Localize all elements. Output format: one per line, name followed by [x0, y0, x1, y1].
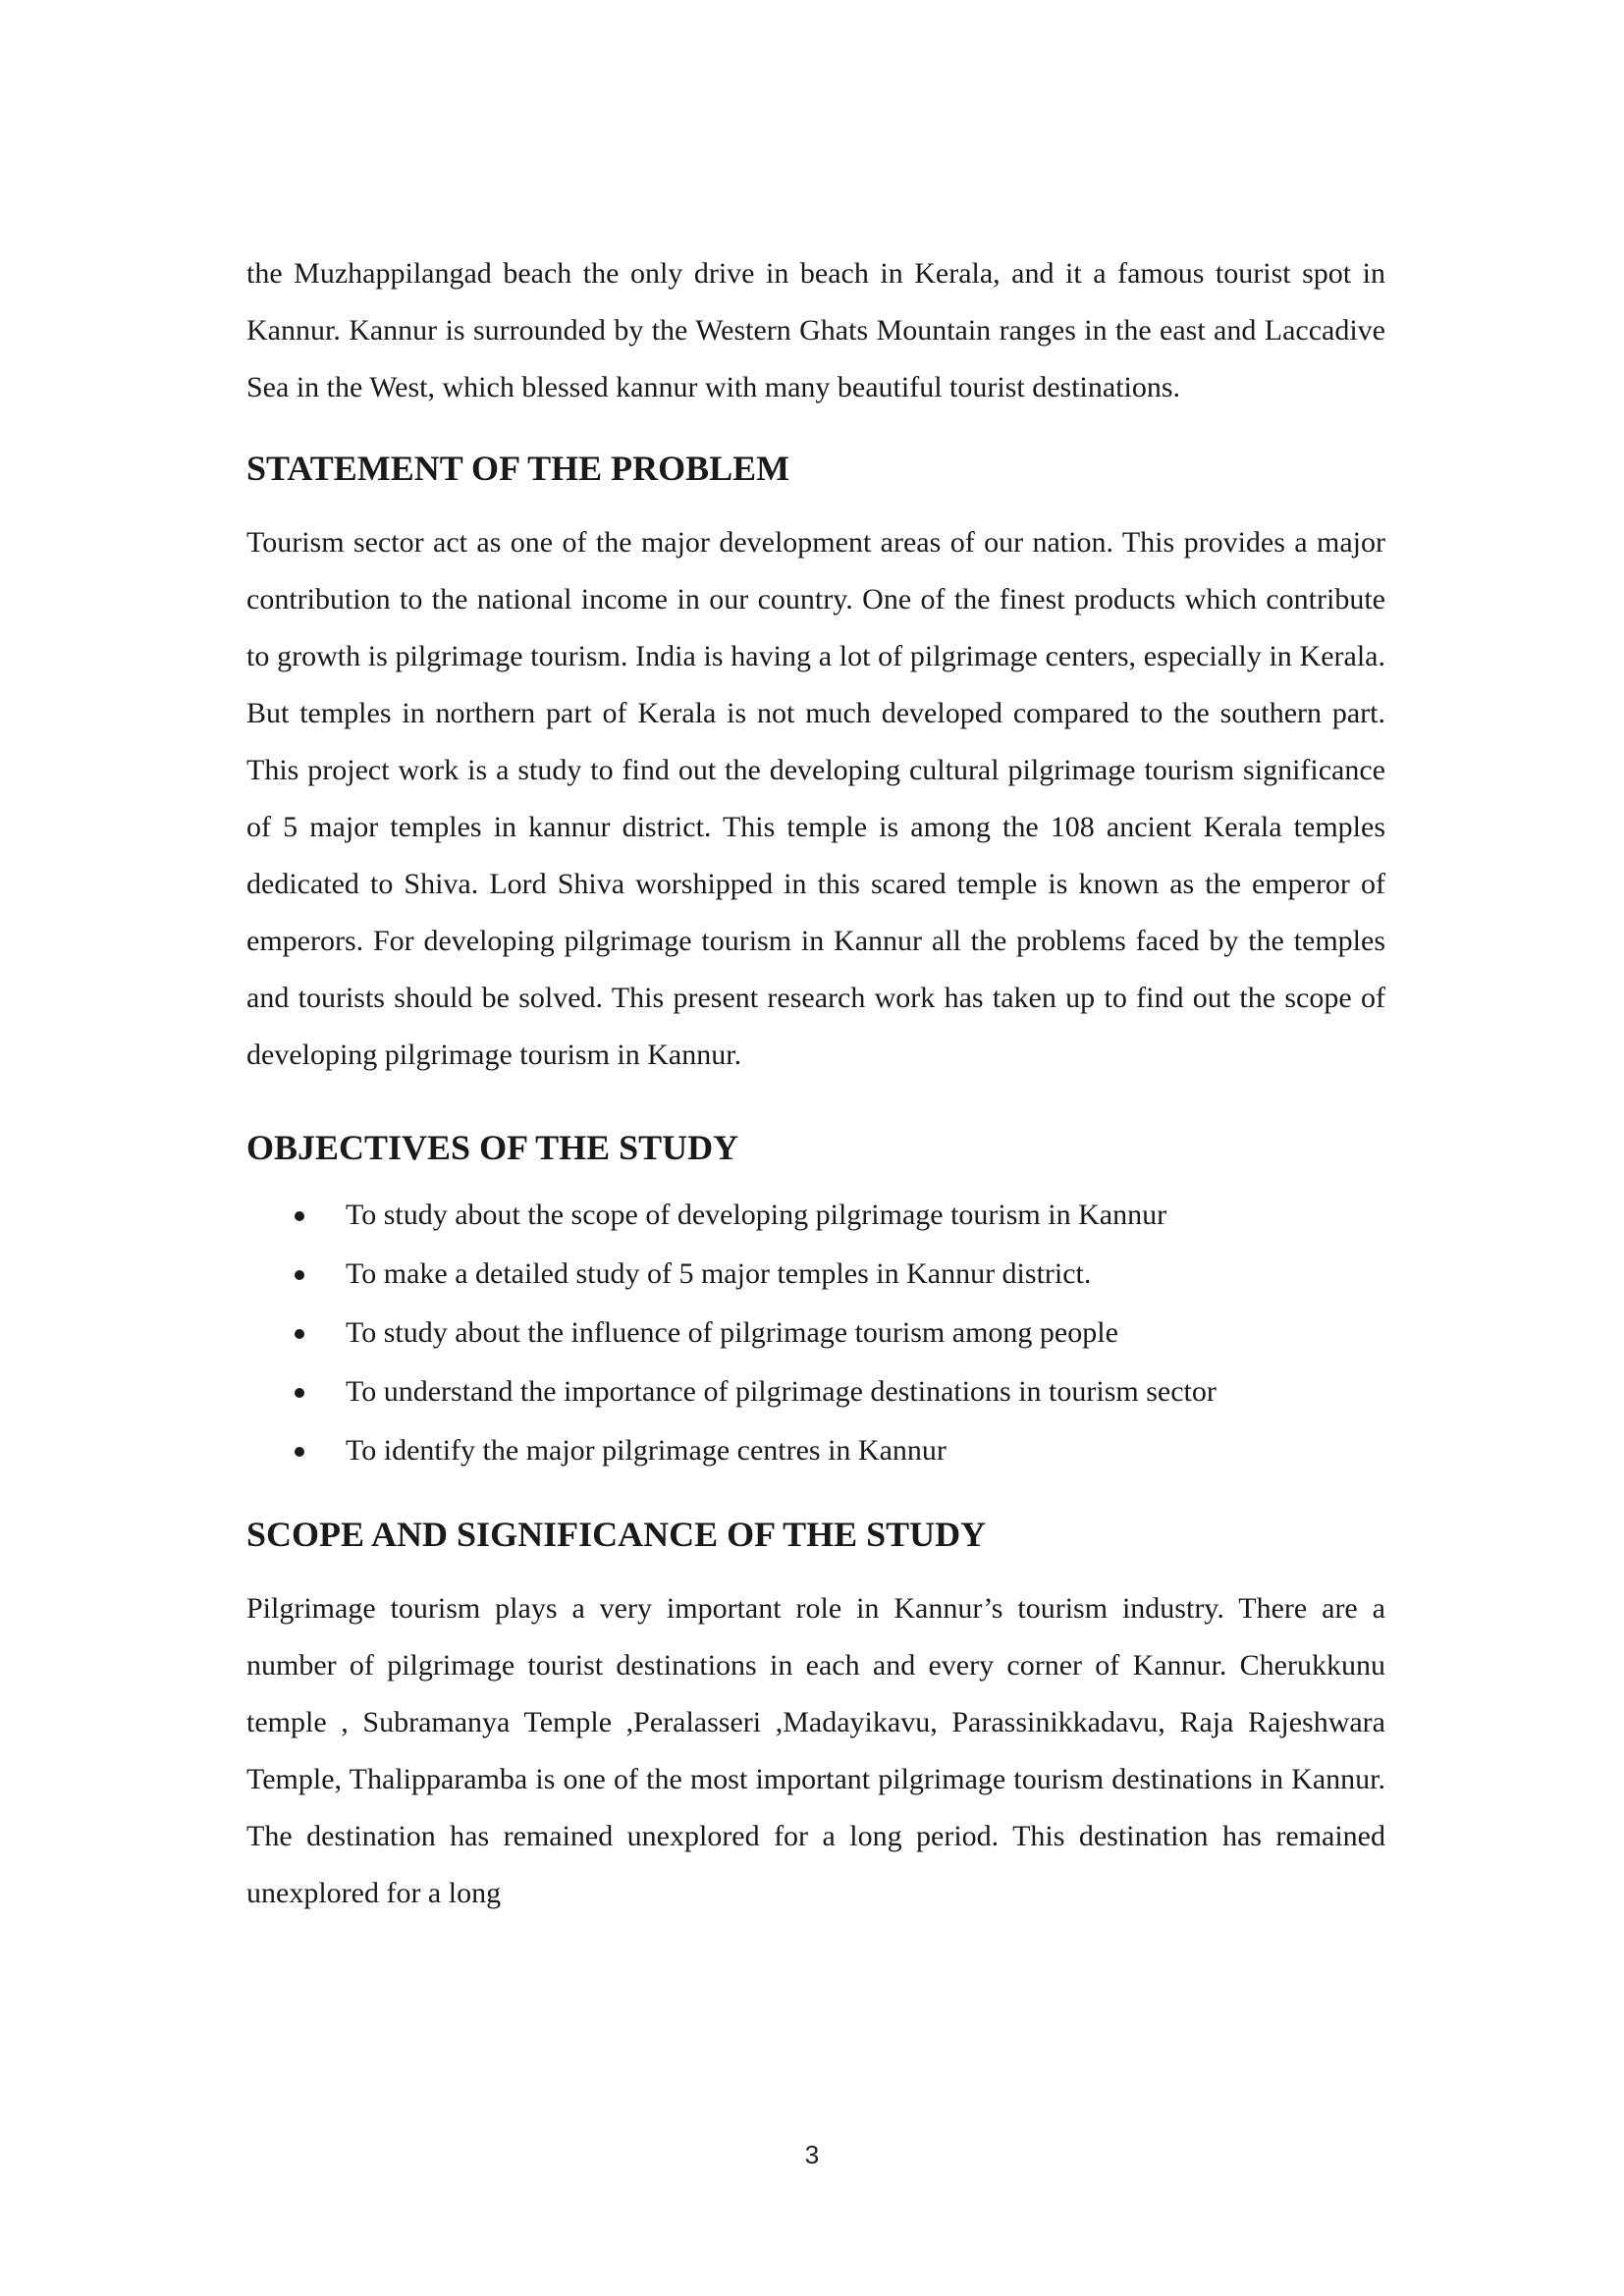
- scope-paragraph: Pilgrimage tourism plays a very important role in Kannur’s tourism industry. There are a number of pilgrimage tourist destinations in each and every corner of Kannur. Cherukkunu temple , Subramanya Temple ,Peralasseri ,Madayikavu, Parassinikkadavu, Raja Rajeshwara Temple, Thalipparamba is one of the most important pilgrimage tourism destinations in Kannur. The destination has remained unexplored for a long period. This destination has remained unexplored for a long: [246, 1592, 1385, 1909]
- list-item: [246, 1245, 1385, 1304]
- objectives-heading: OBJECTIVES OF THE STUDY: [246, 1128, 739, 1167]
- problem-heading: STATEMENT OF THE PROBLEM: [246, 449, 790, 488]
- page-number: 3: [804, 2140, 820, 2169]
- problem-paragraph: Tourism sector act as one of the major development areas of our nation. This provides a major contribution to the national income in our country. One of the finest products which contribute to growth is pilgrimage tourism. India is having a lot of pilgrimage centers, especially in Kerala. But temples in northern part of Kerala is not much developed compared to the southern part. This project work is a study to find out the developing cultural pilgrimage tourism significance of 5 major temples in kannur district. This temple is among the 108 ancient Kerala temples dedicated to Shiva. Lord Shiva worshipped in this scared temple is known as the emperor of emperors. For developing pilgrimage tourism in Kannur all the problems faced by the temples and tourists should be solved. This present research work has taken up to find out the scope of developing pilgrimage tourism in Kannur.: [246, 526, 1385, 1071]
- intro-paragraph: the Muzhappilangad beach the only drive in beach in Kerala, and it a famous tourist spot in Kannur. Kannur is surrounded by the Western Ghats Mountain ranges in the east and Laccadive Sea in the West, which blessed kannur with many beautiful tourist destinations.: [246, 257, 1385, 403]
- list-item-text: To make a detailed study of 5 major temples in Kannur district.: [346, 1257, 1092, 1290]
- list-item-text: To understand the importance of pilgrimage destinations in tourism sector: [346, 1375, 1217, 1408]
- list-item-text: To study about the scope of developing pilgrimage tourism in Kannur: [346, 1199, 1167, 1231]
- list-item-text: To study about the influence of pilgrimage tourism among people: [346, 1316, 1118, 1349]
- list-item: [246, 1362, 1385, 1421]
- list-item-text: To identify the major pilgrimage centres in Kannur: [346, 1434, 947, 1467]
- bullet-icon: [295, 1447, 304, 1457]
- list-item: [246, 1186, 1385, 1245]
- bullet-icon: [295, 1211, 304, 1221]
- bullet-icon: [295, 1270, 304, 1280]
- objectives-list: [246, 1186, 1385, 1480]
- list-item: [246, 1304, 1385, 1362]
- list-item: [246, 1421, 1385, 1480]
- scope-heading: SCOPE AND SIGNIFICANCE OF THE STUDY: [246, 1515, 987, 1554]
- bullet-icon: [295, 1388, 304, 1398]
- document-body: [246, 245, 1385, 1922]
- bullet-icon: [295, 1329, 304, 1339]
